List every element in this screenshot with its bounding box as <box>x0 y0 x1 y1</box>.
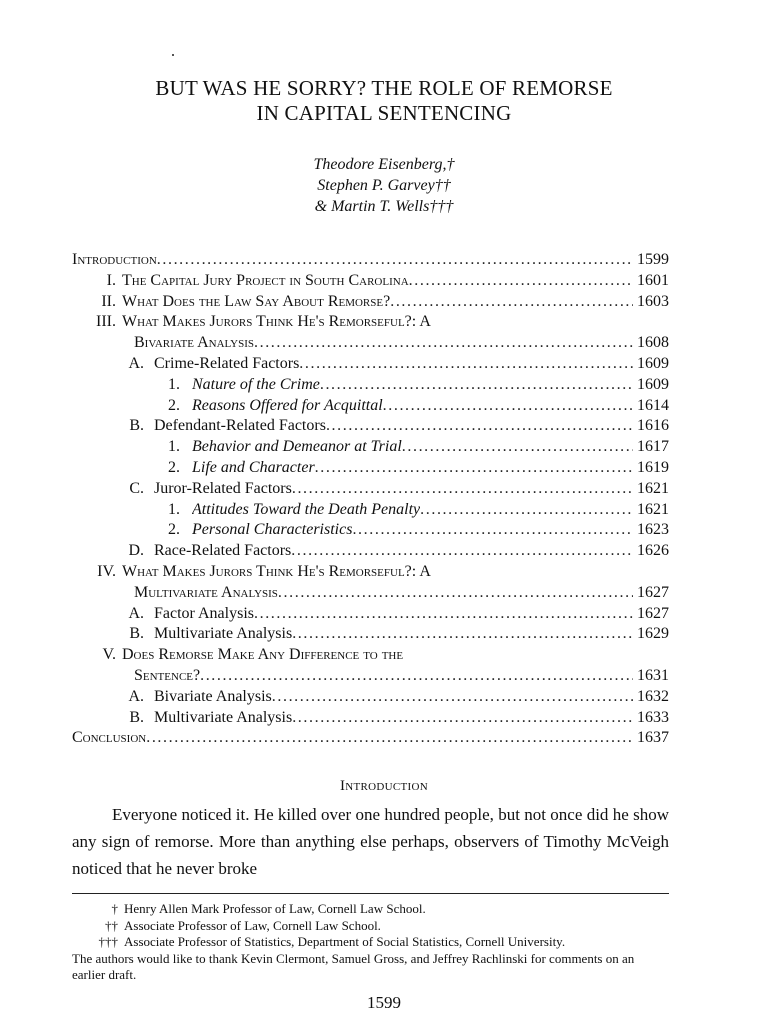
toc-entry-number: B. <box>129 417 144 435</box>
title-line-1: BUT WAS HE SORRY? THE ROLE OF REMORSE <box>155 76 613 100</box>
footnote-rule <box>72 893 669 894</box>
toc-entry <box>72 437 669 458</box>
toc-entry-page: 1609 <box>637 375 669 393</box>
toc-leader-dots <box>292 479 633 500</box>
footnote-text: Associate Professor of Statistics, Department of Social Statistics, Cornell University. <box>124 934 566 949</box>
toc-entry <box>72 396 669 417</box>
toc-leader-dots <box>200 666 633 687</box>
toc-leader-dots <box>254 604 633 625</box>
page-number: 1599 <box>367 993 401 1012</box>
toc-entry-page: 1627 <box>637 604 669 622</box>
toc-entry-page: 1601 <box>637 271 669 289</box>
toc-leader-dots <box>420 500 633 521</box>
toc-entry-page: 1627 <box>637 583 669 601</box>
toc-entry-page: 1626 <box>637 542 669 560</box>
toc-entry-page: 1621 <box>637 479 669 497</box>
toc-entry-title: Race-Related Factors <box>154 542 292 560</box>
toc-leader-dots <box>278 583 633 604</box>
toc-leader-dots <box>409 271 633 292</box>
footnote-text: Associate Professor of Law, Cornell Law School. <box>124 917 381 933</box>
toc-leader-dots <box>390 292 633 313</box>
toc-entry-page: 1621 <box>637 500 669 518</box>
toc-leader-dots <box>383 396 633 417</box>
toc-entry-page: 1632 <box>637 687 669 705</box>
toc-entry-title: What Makes Jurors Think He's Remorseful?: A <box>122 562 431 580</box>
toc-leader-dots <box>315 458 633 479</box>
section-heading: Introduction <box>339 778 429 794</box>
toc-entry <box>72 500 669 521</box>
toc-entry-title: What Makes Jurors Think He's Remorseful?: A <box>122 313 431 331</box>
toc-entry <box>72 250 669 271</box>
toc-entry-number: V. <box>102 646 116 664</box>
toc-entry-page: 1623 <box>637 521 669 539</box>
author-1: Theodore Eisenberg,† <box>313 156 455 173</box>
toc-leader-dots <box>299 354 633 375</box>
toc-entry-page: 1616 <box>637 417 669 435</box>
toc-entry <box>72 666 669 687</box>
toc-entry <box>72 728 669 749</box>
toc-entry-title: Personal Characteristics <box>192 521 353 539</box>
toc-entry-number: A. <box>128 604 144 622</box>
toc-entry-page: 1629 <box>637 625 669 643</box>
toc-entry-page: 1603 <box>637 292 669 310</box>
toc-entry-title: Attitudes Toward the Death Penalty <box>192 500 421 518</box>
toc-entry <box>72 479 669 500</box>
toc-entry-title: Does Remorse Make Any Difference to the <box>122 646 404 664</box>
toc-leader-dots <box>320 375 633 396</box>
toc-entry-number: IV. <box>97 562 116 580</box>
toc-entry-number: A. <box>128 354 144 372</box>
toc-entry-title: Behavior and Demeanor at Trial <box>192 438 402 456</box>
toc-leader-dots <box>146 728 633 749</box>
title-line-2: IN CAPITAL SENTENCING <box>256 101 512 125</box>
toc-leader-dots <box>326 416 633 437</box>
toc-entry <box>72 520 669 541</box>
toc-entry <box>72 562 669 583</box>
toc-entry <box>72 416 669 437</box>
toc-entry <box>72 458 669 479</box>
footnote <box>72 901 669 918</box>
toc-entry-page: 1637 <box>637 729 669 747</box>
scan-speck <box>172 54 174 56</box>
toc-entry-number: III. <box>96 313 116 331</box>
toc-entry-number: B. <box>129 625 144 643</box>
toc-entry-page: 1617 <box>637 438 669 456</box>
toc-entry-title: Juror-Related Factors <box>154 479 292 497</box>
toc-entry-title: Bivariate Analysis <box>154 687 272 705</box>
toc-entry-number: D. <box>128 542 144 560</box>
footnote-mark: † <box>111 901 118 916</box>
toc-entry-title: The Capital Jury Project in South Carolina <box>122 271 409 289</box>
toc-entry-title: Crime-Related Factors <box>154 354 300 372</box>
toc-entry-number: II. <box>101 292 116 310</box>
toc-leader-dots <box>402 437 633 458</box>
toc-entry-title: Life and Character <box>192 458 315 476</box>
toc-leader-dots <box>292 708 633 729</box>
footnote-text: Henry Allen Mark Professor of Law, Cornell Law School. <box>124 901 426 916</box>
toc-entry <box>72 624 669 645</box>
toc-entry <box>72 333 669 354</box>
author-2: Stephen P. Garvey†† <box>317 177 451 194</box>
toc-entry-title: Bivariate Analysis <box>134 334 254 352</box>
toc-entry-title: Defendant-Related Factors <box>154 417 326 435</box>
toc-entry-number: I. <box>106 271 116 289</box>
toc-leader-dots <box>272 687 633 708</box>
body-text <box>72 801 669 882</box>
toc-entry-number: 1. <box>168 438 180 456</box>
author-list <box>0 154 768 217</box>
toc-entry-title: Nature of the Crime <box>192 375 320 393</box>
toc-entry <box>72 375 669 396</box>
toc-entry-page: 1608 <box>637 334 669 352</box>
toc-entry-title: Multivariate Analysis <box>134 583 278 601</box>
toc-entry-page: 1631 <box>637 666 669 684</box>
toc-entry <box>72 645 669 666</box>
table-of-contents <box>72 250 669 749</box>
toc-entry-title: Reasons Offered for Acquittal <box>192 396 383 414</box>
toc-entry-number: 2. <box>168 396 180 414</box>
footnote-mark: ††† <box>98 934 118 949</box>
toc-entry-page: 1633 <box>637 708 669 726</box>
toc-entry <box>72 583 669 604</box>
footnote-continuation: The authors would like to thank Kevin Clermont, Samuel Gross, and Jeffrey Rachlinski for comments on an earlier draft. <box>72 950 635 982</box>
body-paragraph: Everyone noticed it. He killed over one hundred people, but not once did he show any sign of remorse. More than anything else perhaps, observers of Timothy McVeigh noticed that he never broke <box>72 805 669 878</box>
toc-entry-number: 2. <box>168 521 180 539</box>
toc-leader-dots <box>254 333 633 354</box>
footnote-mark: †† <box>105 917 118 933</box>
toc-entry <box>72 541 669 562</box>
toc-entry <box>72 312 669 333</box>
toc-entry-page: 1614 <box>637 396 669 414</box>
toc-entry-title: Factor Analysis <box>154 604 254 622</box>
toc-entry-title: Multivariate Analysis <box>154 708 293 726</box>
toc-entry <box>72 687 669 708</box>
toc-entry <box>72 292 669 313</box>
article-title <box>0 76 768 126</box>
toc-entry-title: Sentence? <box>134 666 201 684</box>
toc-entry-page: 1599 <box>637 251 669 268</box>
toc-entry-page: 1619 <box>637 458 669 476</box>
footnote <box>72 918 669 935</box>
toc-entry-title: Multivariate Analysis <box>154 625 293 643</box>
author-3: & Martin T. Wells††† <box>314 198 454 215</box>
toc-entry-title: Introduction <box>72 251 157 268</box>
toc-leader-dots <box>352 520 633 541</box>
toc-leader-dots <box>157 250 633 271</box>
toc-entry-number: 2. <box>168 458 180 476</box>
toc-entry <box>72 271 669 292</box>
toc-leader-dots <box>292 624 633 645</box>
toc-entry-title: What Does the Law Say About Remorse? <box>122 292 391 310</box>
toc-entry-number: 1. <box>168 375 180 393</box>
toc-entry <box>72 708 669 729</box>
toc-entry-number: 1. <box>168 500 180 518</box>
toc-entry-page: 1609 <box>637 354 669 372</box>
toc-leader-dots <box>291 541 633 562</box>
footnote <box>72 934 669 951</box>
toc-entry <box>72 354 669 375</box>
toc-entry <box>72 604 669 625</box>
toc-entry-number: C. <box>129 479 144 497</box>
footnotes <box>72 901 669 984</box>
toc-entry-title: Conclusion <box>72 729 147 747</box>
toc-entry-number: A. <box>128 687 144 705</box>
toc-entry-number: B. <box>129 708 144 726</box>
